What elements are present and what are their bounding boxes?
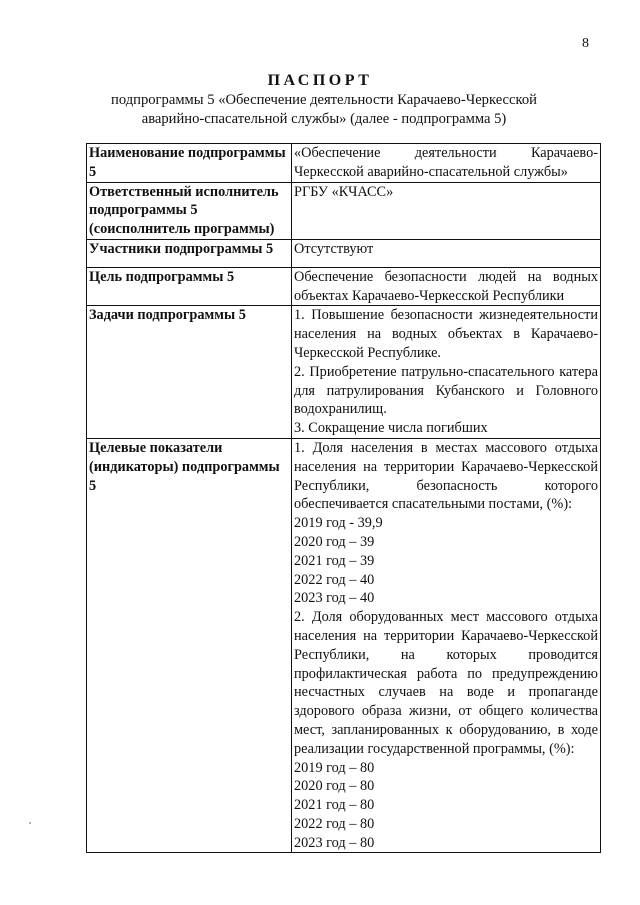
row-content-line: 2022 год – 80: [294, 815, 375, 832]
passport-table: [86, 143, 601, 853]
row-content-line: 2022 год – 40: [294, 571, 375, 588]
row-content-line: 3. Сокращение числа погибших: [294, 420, 488, 437]
table-row: [87, 144, 601, 183]
table-row: [87, 182, 601, 239]
row-content: [292, 144, 601, 183]
row-content-line: 2023 год – 40: [294, 590, 375, 607]
row-content-line: 2021 год – 80: [294, 797, 375, 814]
row-label: Ответственный исполнитель подпрограммы 5 (соисполнитель программы): [87, 182, 292, 239]
document-title: ПАСПОРТ: [267, 72, 373, 89]
row-label: Цель подпрограммы 5: [87, 267, 292, 306]
row-content-line: 1. Доля населения в местах массового отдыха населения на территории Карачаево-Черкесской Республики, безопасность которого обеспечивается спасательными постами, (%):: [294, 439, 598, 513]
row-content-line: 2019 год – 80: [294, 759, 375, 776]
row-content: [292, 438, 601, 853]
row-content-line: 2020 год – 39: [294, 533, 375, 550]
row-content-line: 2. Приобретение патрульно-спасательного катера для патрулирования Кубанского и Головного водохранилищ.: [294, 363, 598, 418]
row-label: Целевые показатели (индикаторы) подпрограммы 5: [87, 438, 292, 853]
row-label-text: Участники подпрограммы 5: [89, 240, 274, 257]
table-row: [87, 239, 601, 267]
row-content-line: 2019 год - 39,9: [294, 515, 383, 532]
row-content-line: Обеспечение безопасности людей на водных объектах Карачаево-Черкесской Республики: [294, 268, 598, 304]
page-number: 8: [582, 36, 589, 51]
row-content: [292, 267, 601, 306]
table-row: [87, 438, 601, 853]
scan-artifact: [29, 822, 31, 824]
row-content-line: «Обеспечение деятельности Карачаево-Черкесской аварийно-спасательной службы»: [294, 145, 598, 180]
row-label: Наименование подпрограммы 5: [87, 144, 292, 183]
row-content: [292, 182, 601, 239]
row-content-line: Отсутствуют: [294, 240, 374, 257]
document-subtitle: подпрограммы 5 «Обеспечение деятельности Карачаево-Черкесской аварийно-спасательной службы» (далее - подпрограмма 5): [111, 92, 537, 127]
row-content: [292, 306, 601, 439]
row-content-line: 2023 год – 80: [294, 834, 375, 851]
row-content: [292, 239, 601, 267]
row-content-line: РГБУ «КЧАСС»: [294, 183, 394, 200]
row-content-line: 2. Доля оборудованных мест массового отдыха населения на территории Карачаево-Черкесской Республики, на которых проводится профилактическая работа по предупреждению несчастных случаев на воде и пропаганде здорового образа жизни, от общего количества мест, запланированных к оборудованию, в ходе реализации государственной программы, (%):: [294, 609, 598, 757]
table-row: [87, 267, 601, 306]
row-content-line: 2020 год – 80: [294, 778, 375, 795]
row-content-line: 2021 год – 39: [294, 552, 375, 569]
row-content-line: 1. Повышение безопасности жизнедеятельности населения на водных объектах в Карачаево-Черкесской Республике.: [294, 307, 598, 361]
table-row: [87, 306, 601, 439]
row-label: Задачи подпрограммы 5: [87, 306, 292, 439]
row-label: [87, 239, 292, 267]
